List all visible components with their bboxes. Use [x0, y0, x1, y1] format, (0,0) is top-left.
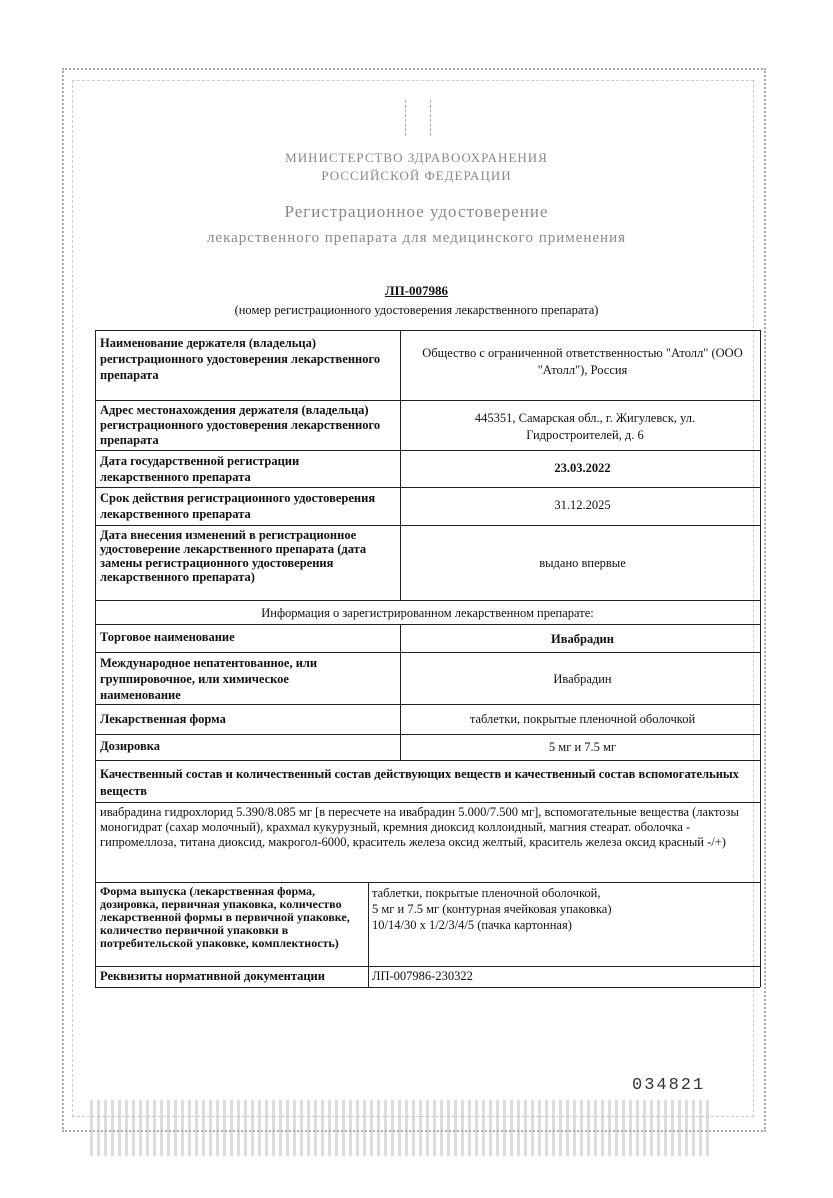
holder-name-value: Общество с ограниченной ответственностью "Атолл" (ООО "Атолл"), Россия — [422, 346, 743, 377]
release-form-value — [372, 885, 757, 933]
registration-number-caption: (номер регистрационного удостоверения лекарственного препарата) — [234, 303, 599, 317]
ministry-line2: РОССИЙСКОЙ ФЕДЕРАЦИИ — [321, 168, 512, 183]
dosage-value: 5 мг и 7.5 мг — [548, 740, 617, 754]
dosage-label: Дозировка — [100, 739, 160, 753]
normative-label: Реквизиты нормативной документации — [100, 969, 325, 983]
release-form-label: Форма выпуска (лекарственная форма, дозировка, первичная упаковка, количество лекарственной формы в первичной упаковке, количество первичной упаковки в потребительской упаковке, комплектность) — [100, 884, 350, 950]
trade-name-value: Ивабрадин — [551, 632, 614, 646]
registration-date-value: 23.03.2022 — [554, 461, 611, 475]
changes-date-label: Дата внесения изменений в регистрационное удостоверение лекарственного препарата (дата замены регистрационного удостоверения лекарственного препарата) — [100, 528, 367, 584]
holder-address-value: 445351, Самарская обл., г. Жигулевск, ул. Гидростроителей, д. 6 — [474, 411, 696, 442]
validity-value: 31.12.2025 — [554, 498, 611, 512]
validity-label: Срок действия регистрационного удостоверения лекарственного препарата — [100, 491, 376, 521]
ministry-line1: МИНИСТЕРСТВО ЗДРАВООХРАНЕНИЯ — [285, 150, 548, 165]
serial-number: 034821 — [632, 1076, 706, 1095]
trade-name-label: Торговое наименование — [100, 630, 235, 644]
registration-number: ЛП-007986 — [384, 283, 449, 298]
dosage-form-value: таблетки, покрытые пленочной оболочкой — [469, 712, 696, 726]
holder-name-label: Наименование держателя (владельца) регистрационного удостоверения лекарственного препарата — [100, 336, 381, 382]
dosage-form-label: Лекарственная форма — [100, 712, 226, 726]
title-line2: лекарственного препарата для медицинского применения — [206, 230, 627, 246]
changes-date-value: выдано впервые — [539, 556, 626, 570]
info-heading: Информация о зарегистрированном лекарственном препарате: — [261, 606, 594, 620]
composition-label: Качественный состав и количественный состав действующих веществ и качественный состав вспомогательных веществ — [100, 767, 739, 798]
registration-date-label: Дата государственной регистрации лекарственного препарата — [100, 454, 300, 484]
composition-value: ивабрадина гидрохлорид 5.390/8.085 мг [в пересчете на ивабрадин 5.000/7.500 мг], вспомогательные вещества (лактозы моногидрат (сахар молочный), крахмал кукурузный, кремния диоксид коллоидный, магния стеарат. оболочка - гипромеллоза, титана диоксид, макрогол-6000, краситель железа оксид желтый, краситель железа оксид красный -/+) — [100, 805, 739, 849]
inn-value: Ивабрадин — [553, 672, 612, 686]
decorative-footer-pattern — [90, 1100, 710, 1156]
normative-value: ЛП-007986-230322 — [372, 969, 473, 983]
title-line1: Регистрационное удостоверение — [284, 202, 549, 221]
inn-label: Международное непатентованное, или группировочное, или химическое наименование — [100, 656, 318, 702]
holder-address-label: Адрес местонахождения держателя (владельца) регистрационного удостоверения лекарственного препарата — [100, 403, 381, 447]
release-form-line1: таблетки, покрытые пленочной оболочкой, — [372, 886, 601, 900]
release-form-line2: 5 мг и 7.5 мг (контурная ячейковая упаковка) — [372, 902, 612, 916]
emblem-icon — [405, 100, 431, 136]
release-form-line3: 10/14/30 x 1/2/3/4/5 (пачка картонная) — [372, 918, 572, 932]
